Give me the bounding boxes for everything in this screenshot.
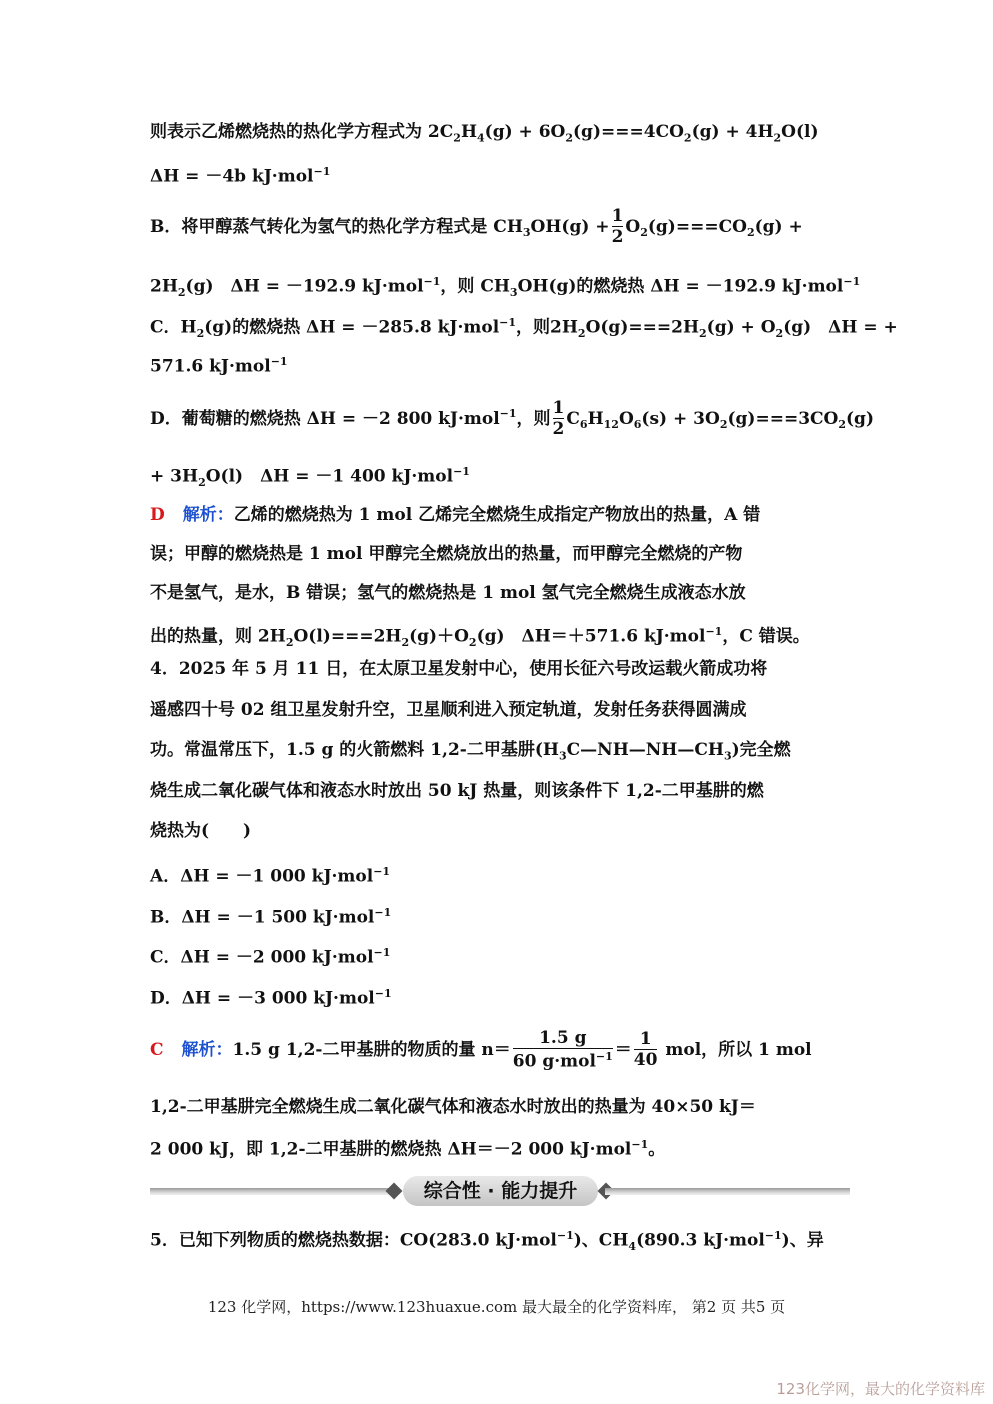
q3-analysis-line3: 不是氢气，是水，B 错误；氢气的燃烧热是 1 mol 氢气完全燃烧生成液态水放 — [150, 583, 746, 603]
analysis-tag: 解析： — [182, 505, 234, 525]
option-c-line1: C．$H_2(g)$的燃烧热 ΔH = －285.8 kJ·mol$^{-1}$，则$2H_2O(g)===2H_2(g) + O_2(g)$ ΔH = + — [150, 316, 898, 341]
q4-analysis-line3: 2 000 kJ，即 1,2-二甲基肼的燃烧热 ΔH＝－2 000 kJ·mol$^{-1}$。 — [150, 1138, 666, 1160]
option-a-line1: 则表示乙烯燃烧热的热化学方程式为 $2C_2H_4(g) + 6O_2(g)===4CO_2(g) + 4H_2O(l)$ — [150, 122, 819, 145]
diamond-icon — [386, 1183, 403, 1200]
q3-analysis-line2: 误；甲醇的燃烧热是 1 mol 甲醇完全燃烧放出的热量，而甲醇完全燃烧的产物 — [150, 544, 743, 564]
divider-bar-left — [150, 1188, 395, 1195]
answer-letter: D — [150, 505, 165, 525]
option-d-line1: D．葡萄糖的燃烧热 ΔH = －2 800 kJ·mol$^{-1}$，则 $\frac{1}{2}$ $C_6H_{12}O_6(s) + 3O_2(g)===3CO_2(g)$ — [150, 398, 874, 439]
watermark: 123化学网，最大的化学资料库 — [776, 1380, 985, 1398]
option-b-line1: B．将甲醇蒸气转化为氢气的热化学方程式是 $CH_3OH(g)$ + $\frac{1}{2}$ $O_2(g)===CO_2(g)$ + — [150, 206, 803, 247]
divider-bar-right — [605, 1188, 850, 1195]
q4-line5: 烧热为( ) — [150, 821, 252, 841]
fraction-one-fortieth: $\frac{1}{40}$ — [633, 1029, 658, 1071]
q4-line2: 遥感四十号 02 组卫星发射升空，卫星顺利进入预定轨道，发射任务获得圆满成 — [150, 700, 747, 720]
q3-analysis-line1: D 解析：乙烯的燃烧热为 1 mol 乙烯完全燃烧生成指定产物放出的热量，A 错 — [150, 505, 761, 525]
q4-option-b: B．ΔH = －1 500 kJ·mol$^{-1}$ — [150, 906, 392, 928]
answer-letter: C — [150, 1040, 164, 1061]
page-footer: 123 化学网，https://www.123huaxue.com 最大最全的化学资料库， 第2 页 共5 页 — [207, 1298, 786, 1316]
q4-option-d: D．ΔH = －3 000 kJ·mol$^{-1}$ — [150, 987, 392, 1009]
q4-option-a: A．ΔH = －1 000 kJ·mol$^{-1}$ — [150, 865, 391, 887]
option-b-line2: $2H_2(g)$ ΔH = －192.9 kJ·mol$^{-1}$，则 $CH_3OH(g)$的燃烧热 ΔH = －192.9 kJ·mol$^{-1}$ — [150, 275, 861, 300]
q4-analysis-line1: C 解析：1.5 g 1,2-二甲基肼的物质的量 n＝ $\frac{1.5 g}{60 g\cdot mol^{-1}}$ ＝ $\frac{1}{40}$ mol，所以 1 mol — [150, 1028, 812, 1072]
analysis-tag: 解析： — [181, 1040, 233, 1061]
q4-line1: 4．2025 年 5 月 11 日，在太原卫星发射中心，使用长征六号改运载火箭成功将 — [150, 659, 768, 679]
q4-line3: 功。常温常压下，1.5 g 的火箭燃料 1,2-二甲基肼$(H_3C—NH—NH—CH_3)$完全燃 — [150, 740, 791, 763]
fraction-half: $\frac{1}{2}$ — [552, 398, 565, 439]
q5-line1: 5．已知下列物质的燃烧热数据：CO(283.0 kJ·mol$^{-1}$)、$CH_4(890.3$ kJ·mol$^{-1}$)、异 — [150, 1229, 824, 1254]
option-a-line2: ΔH = －4b kJ·mol$^{-1}$ — [150, 165, 331, 187]
option-d-line2: + $3H_2O(l)$ ΔH = －1 400 kJ·mol$^{-1}$ — [150, 465, 470, 490]
fraction-half: $\frac{1}{2}$ — [611, 206, 624, 247]
q4-analysis-line2: 1,2-二甲基肼完全燃烧生成二氧化碳气体和液态水时放出的热量为 40×50 kJ＝ — [150, 1097, 756, 1117]
q4-line4: 烧生成二氧化碳气体和液态水时放出 50 kJ 热量，则该条件下 1,2-二甲基肼的燃 — [150, 781, 764, 801]
q4-option-c: C．ΔH = －2 000 kJ·mol$^{-1}$ — [150, 946, 391, 968]
option-c-line2: 571.6 kJ·mol$^{-1}$ — [150, 355, 288, 377]
q3-analysis-line4: 出的热量，则 $2H_2O(l)===2H_2(g)+O_2(g)$ ΔH＝＋571.6 kJ·mol$^{-1}$，C 错误。 — [150, 625, 810, 650]
fraction-mass-over-molar-mass: $\frac{1.5 g}{60 g\cdot mol^{-1}}$ — [512, 1028, 613, 1072]
section-divider — [150, 1176, 850, 1208]
section-title: 综合性 · 能力提升 — [403, 1176, 598, 1206]
